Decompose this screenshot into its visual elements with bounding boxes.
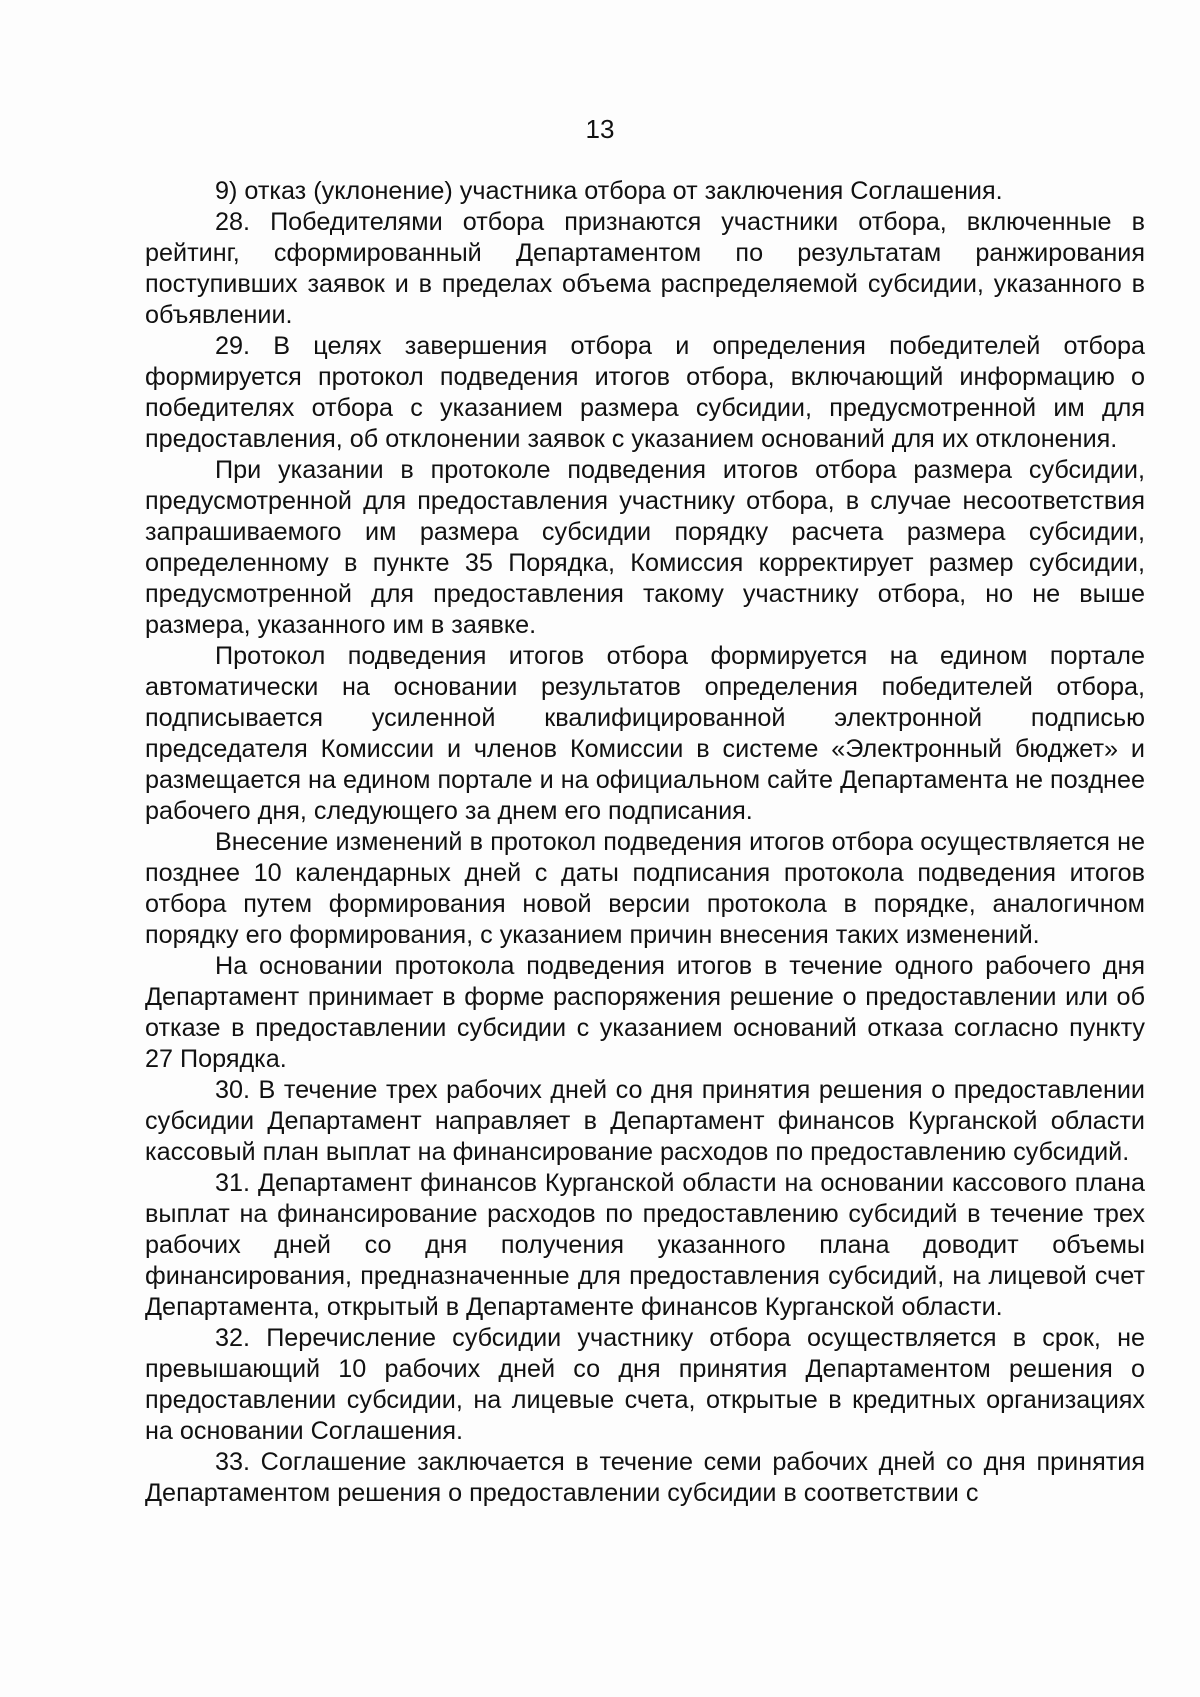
paragraph-29-protocol-signing: Протокол подведения итогов отбора формируется на едином портале автоматически на основании результатов определения победителей отбора, подписывается усиленной квалифицированной электронной подписью председателя Комиссии и членов Комиссии в системе «Электронный бюджет» и размещается на едином портале и на официальном сайте Департамента не позднее рабочего дня, следующего за днем его подписания. [145,642,1145,825]
paragraph-29-decision: На основании протокола подведения итогов в течение одного рабочего дня Департамент принимает в форме распоряжения решение о предоставлении или об отказе в предоставлении субсидии с указанием оснований отказа согласно пункту 27 Порядка. [145,952,1145,1073]
paragraph-item-9: 9) отказ (уклонение) участника отбора от заключения Соглашения. [215,177,1003,205]
paragraph-29: 29. В целях завершения отбора и определения победителей отбора формируется протокол подведения итогов отбора, включающий информацию о победителях отбора с указанием размера субсидии, предусмотренной им для предоставления, об отклонении заявок с указанием оснований для их отклонения. [145,332,1145,453]
document-body [145,176,1145,1509]
paragraph-28: 28. Победителями отбора признаются участники отбора, включенные в рейтинг, сформированный Департаментом по результатам ранжирования поступивших заявок и в пределах объема распределяемой субсидии, указанного в объявлении. [145,208,1145,329]
paragraph-30: 30. В течение трех рабочих дней со дня принятия решения о предоставлении субсидии Департамент направляет в Департамент финансов Курганской области кассовый план выплат на финансирование расходов по предоставлению субсидий. [145,1076,1145,1166]
paragraph-29-size-correction: При указании в протоколе подведения итогов отбора размера субсидии, предусмотренной для предоставления участнику отбора, в случае несоответствия запрашиваемого им размера субсидии порядку расчета размера субсидии, определенному в пункте 35 Порядка, Комиссия корректирует размер субсидии, предусмотренной для предоставления такому участнику отбора, но не выше размера, указанного им в заявке. [145,456,1145,639]
paragraph-29-protocol-changes: Внесение изменений в протокол подведения итогов отбора осуществляется не позднее 10 календарных дней с даты подписания протокола подведения итогов отбора путем формирования новой версии протокола в порядке, аналогичном порядку его формирования, с указанием причин внесения таких изменений. [145,828,1145,949]
paragraph-33: 33. Соглашение заключается в течение семи рабочих дней со дня принятия Департаментом решения о предоставлении субсидии в соответствии с [145,1448,1145,1507]
page-number: 13 [585,114,615,144]
paragraph-32: 32. Перечисление субсидии участнику отбора осуществляется в срок, не превышающий 10 рабочих дней со дня принятия Департаментом решения о предоставлении субсидии, на лицевые счета, открытые в кредитных организациях на основании Соглашения. [145,1324,1145,1445]
paragraph-31: 31. Департамент финансов Курганской области на основании кассового плана выплат на финансирование расходов по предоставлению субсидий в течение трех рабочих дней со дня получения указанного плана доводит объемы финансирования, предназначенные для предоставления субсидий, на лицевой счет Департамента, открытый в Департаменте финансов Курганской области. [145,1169,1145,1321]
